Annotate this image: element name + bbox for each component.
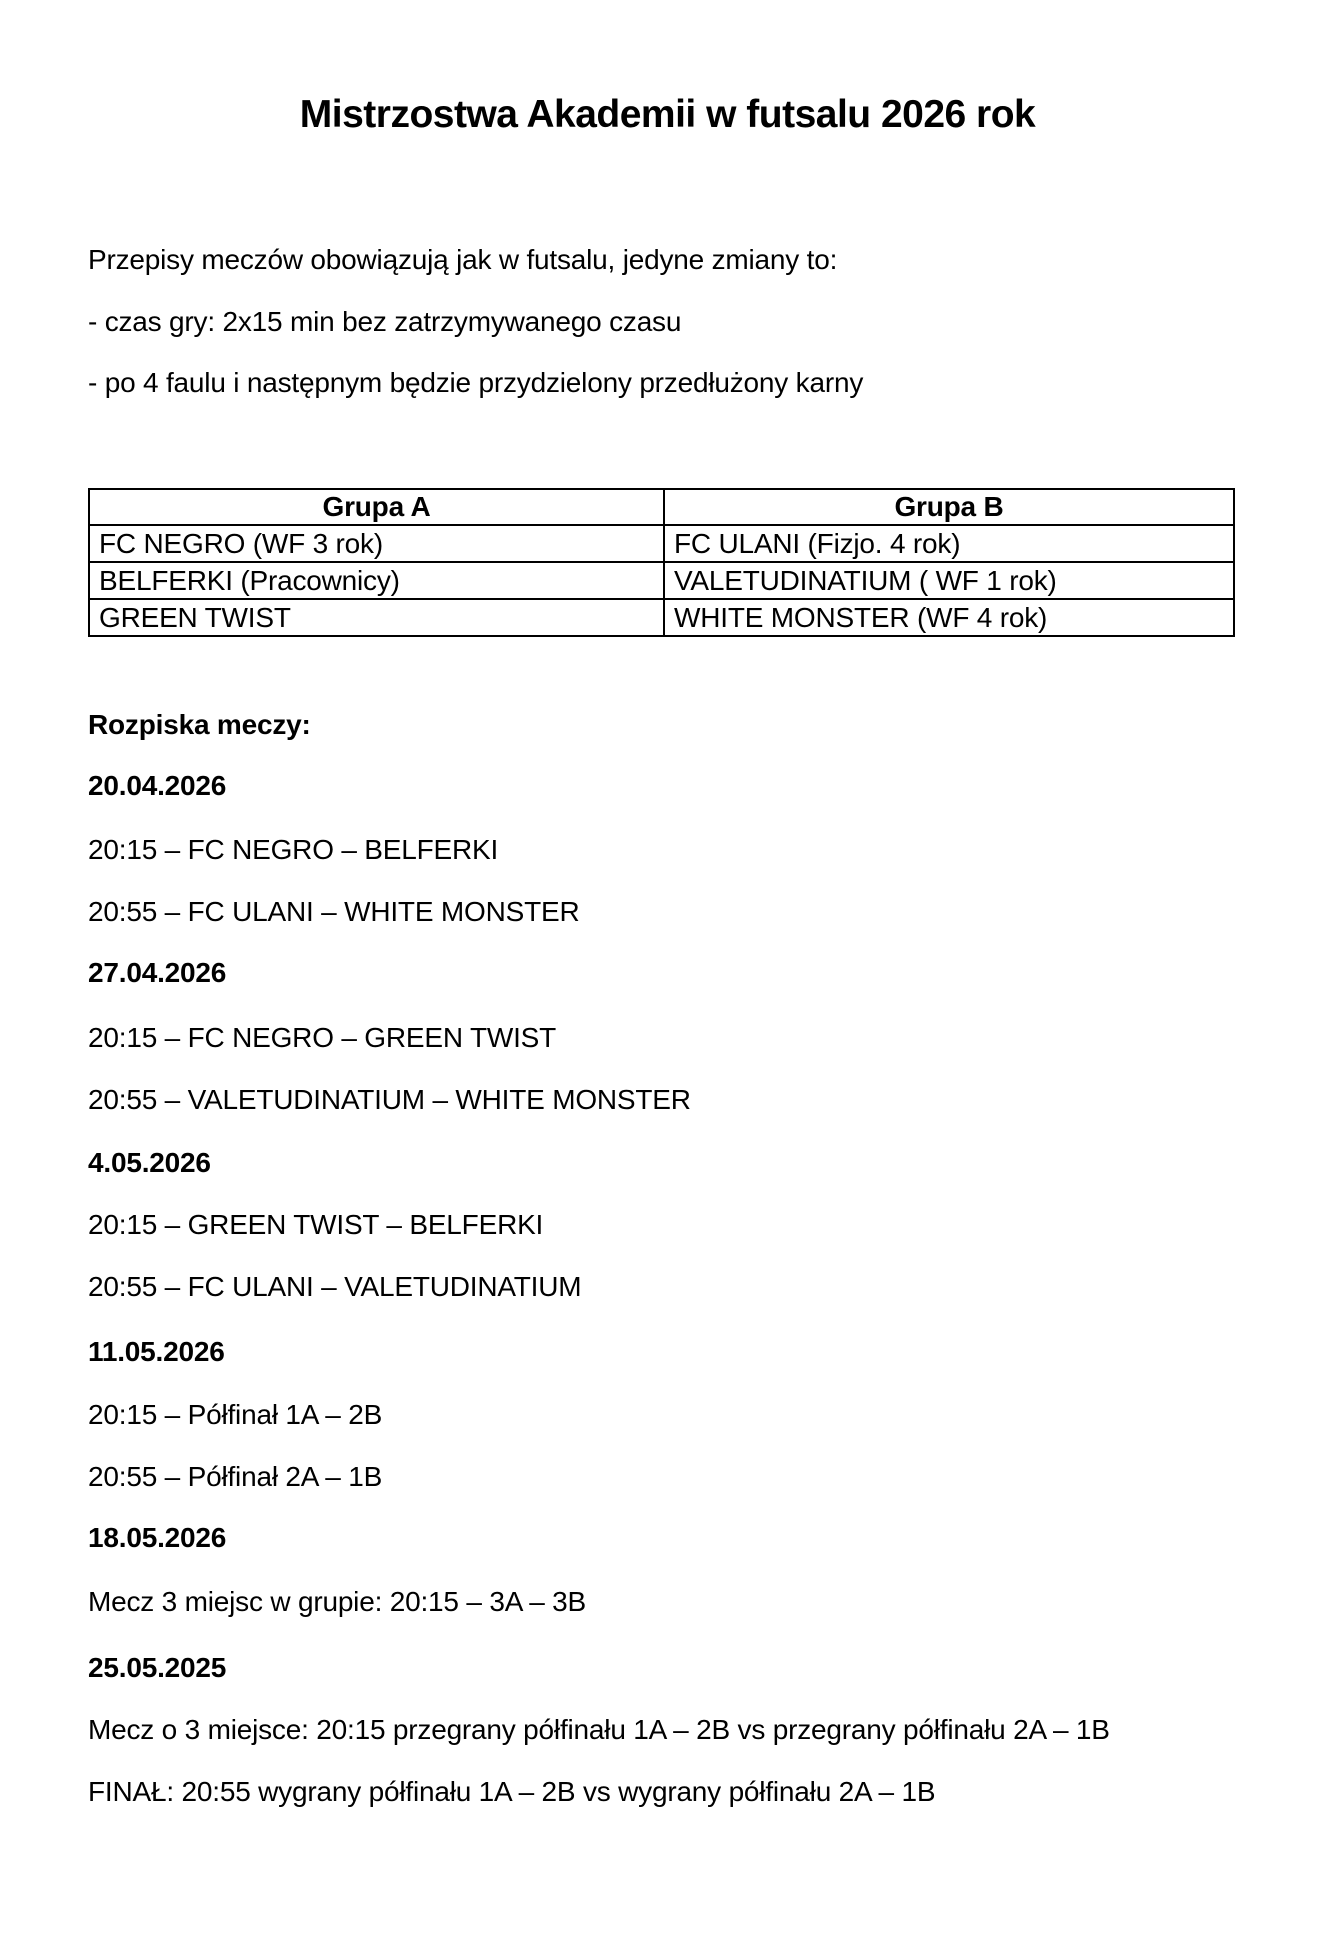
table-row [89, 599, 1234, 636]
schedule-match: 20:15 – GREEN TWIST – BELFERKI [88, 1209, 544, 1240]
schedule-date-4: 11.05.2026 [88, 1336, 225, 1367]
document-title: Mistrzostwa Akademii w futsalu 2026 rok [299, 93, 1036, 136]
group-b-header: Grupa B [664, 489, 1234, 525]
table-row [89, 562, 1234, 599]
schedule-date-5: 18.05.2026 [88, 1522, 227, 1553]
group-a-header: Grupa A [89, 489, 664, 525]
schedule-match: 20:55 – FC ULANI – VALETUDINATIUM [88, 1271, 582, 1302]
schedule-match: 20:15 – FC NEGRO – GREEN TWIST [88, 1022, 557, 1053]
team-cell-b1: FC ULANI (Fizjo. 4 rok) [664, 525, 1234, 562]
schedule-match: 20:15 – FC NEGRO – BELFERKI [88, 834, 499, 865]
groups-table-header-row [89, 489, 1234, 525]
schedule-match: 20:55 – Półfinał 2A – 1B [88, 1461, 383, 1492]
schedule-match: Mecz 3 miejsc w grupie: 20:15 – 3A – 3B [88, 1586, 587, 1617]
schedule-date-6: 25.05.2025 [88, 1652, 227, 1683]
groups-table [88, 488, 1235, 637]
intro-line-rules: Przepisy meczów obowiązują jak w futsalu, jedyne zmiany to: [88, 244, 838, 275]
schedule-match-final: FINAŁ: 20:55 wygrany półfinału 1A – 2B vs wygrany półfinału 2A – 1B [88, 1776, 936, 1807]
team-cell-a3: GREEN TWIST [89, 599, 664, 636]
schedule-date-2: 27.04.2026 [88, 957, 227, 988]
intro-line-time: - czas gry: 2x15 min bez zatrzymywanego czasu [88, 306, 682, 337]
table-row [89, 525, 1234, 562]
schedule-match: 20:55 – VALETUDINATIUM – WHITE MONSTER [88, 1084, 691, 1115]
schedule-heading: Rozpiska meczy: [88, 709, 311, 740]
team-cell-a2: BELFERKI (Pracownicy) [89, 562, 664, 599]
schedule-date-3: 4.05.2026 [88, 1147, 211, 1178]
schedule-match: 20:55 – FC ULANI – WHITE MONSTER [88, 896, 580, 927]
team-cell-a1: FC NEGRO (WF 3 rok) [89, 525, 664, 562]
team-cell-b3: WHITE MONSTER (WF 4 rok) [664, 599, 1234, 636]
team-cell-b2: VALETUDINATIUM ( WF 1 rok) [664, 562, 1234, 599]
intro-line-fouls: - po 4 faulu i następnym będzie przydzielony przedłużony karny [88, 367, 864, 398]
schedule-match: 20:15 – Półfinał 1A – 2B [88, 1399, 383, 1430]
schedule-date-1: 20.04.2026 [88, 770, 227, 801]
schedule-match: Mecz o 3 miejsce: 20:15 przegrany półfinału 1A – 2B vs przegrany półfinału 2A – 1B [88, 1714, 1110, 1745]
